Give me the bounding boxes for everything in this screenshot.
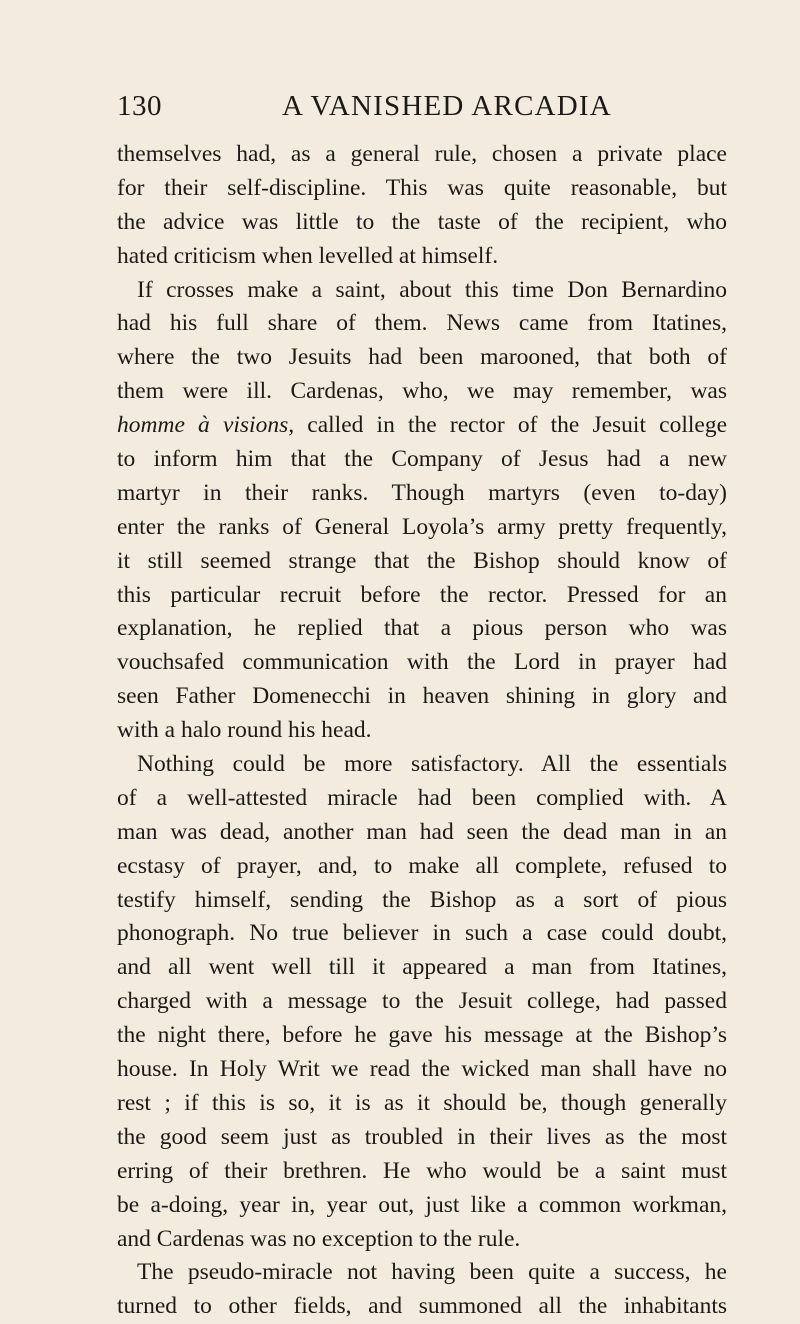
text-line: this particular recruit before the rector. Pressed for an: [117, 581, 727, 608]
text-line: testify himself, sending the Bishop as a sort of pious: [117, 886, 727, 913]
text-line: Nothing could be more satisfactory. All the essentials: [137, 751, 727, 778]
text-line: be a-doing, year in, year out, just like a common workman,: [117, 1191, 727, 1218]
text-line: the night there, before he gave his message at the Bishop’s: [117, 1022, 727, 1049]
text-line: rest ; if this is so, it is as it should be, though generally: [117, 1089, 727, 1116]
text-line: explanation, he replied that a pious person who was: [117, 615, 727, 642]
text-line: martyr in their ranks. Though martyrs (even to-day): [117, 479, 727, 506]
text-line: and all went well till it appeared a man from Itatines,: [117, 954, 727, 981]
text-line: of a well-attested miracle had been complied with. A: [117, 784, 727, 811]
text-line: had his full share of them. News came from Itatines,: [117, 310, 727, 337]
text-line: the advice was little to the taste of the recipient, who: [117, 208, 727, 235]
text-line: for their self-discipline. This was quite reasonable, but: [117, 174, 727, 201]
text-line: hated criticism when levelled at himself.: [117, 242, 499, 269]
text-fragment: called in the rector of the Jesuit college: [294, 412, 728, 439]
body-text: [117, 138, 727, 1324]
text-line: house. In Holy Writ we read the wicked man shall have no: [117, 1056, 727, 1083]
text-line: man was dead, another man had seen the dead man in an: [117, 818, 727, 845]
running-title: A VANISHED ARCADIA: [282, 90, 612, 122]
text-line: charged with a message to the Jesuit college, had passed: [117, 988, 727, 1015]
text-line: vouchsafed communication with the Lord in prayer had: [117, 649, 727, 676]
text-line: seen Father Domenecchi in heaven shining in glory and: [117, 683, 727, 710]
text-line: the good seem just as troubled in their lives as the most: [117, 1123, 727, 1150]
text-line: The pseudo-miracle not having been quite a success, he: [137, 1259, 727, 1286]
text-line: erring of their brethren. He who would be a saint must: [117, 1157, 727, 1184]
text-line: themselves had, as a general rule, chosen a private place: [117, 141, 727, 167]
text-line: to inform him that the Company of Jesus had a new: [117, 446, 727, 473]
text-line: where the two Jesuits had been marooned, that both of: [117, 344, 727, 371]
page-number: 130: [117, 90, 162, 122]
italic-phrase: homme à visions,: [117, 412, 295, 439]
text-line: them were ill. Cardenas, who, we may remember, was: [117, 378, 727, 405]
text-line: phonograph. No true believer in such a case could doubt,: [117, 920, 727, 947]
text-line: If crosses make a saint, about this time Don Bernardino: [137, 276, 727, 303]
text-line: and Cardenas was no exception to the rule.: [117, 1225, 521, 1252]
text-line: with a halo round his head.: [117, 717, 372, 744]
text-line: ecstasy of prayer, and, to make all complete, refused to: [117, 852, 727, 879]
text-line: turned to other fields, and summoned all the inhabitants: [117, 1293, 727, 1320]
text-line: enter the ranks of General Loyola’s army pretty frequently,: [117, 513, 727, 540]
text-line: [117, 409, 727, 443]
text-line: it still seemed strange that the Bishop should know of: [117, 547, 727, 574]
page-header: [117, 84, 727, 128]
